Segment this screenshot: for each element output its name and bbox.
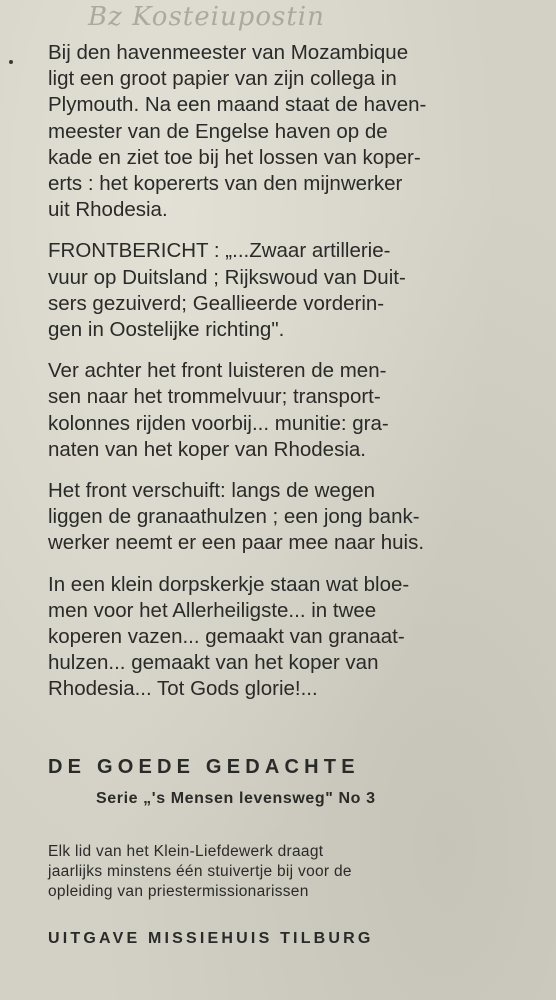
paragraph-4: Het front verschuift: langs de wegen liggen de granaathulzen ; een jong bank- werker neemt er een paar mee naar huis.	[48, 479, 425, 555]
publisher-footer: UITGAVE MISSIEHUIS TILBURG	[48, 930, 374, 947]
series-label: Serie „'s Mensen levensweg" No 3	[96, 790, 376, 807]
story-text	[48, 40, 504, 718]
card-heading: DE GOEDE GEDACHTE	[48, 756, 360, 778]
handwritten-note: Bz Kosteiupostin	[88, 2, 325, 32]
paragraph-5: In een klein dorpskerkje staan wat bloe- men voor het Allerheiligste... in twee koperen vazen... gemaakt van granaat- hulzen... gemaakt van het koper van Rhodesia... Tot Gods glorie!...	[48, 572, 410, 701]
paragraph-3: Ver achter het front luisteren de men- sen naar het trommelvuur; transport- kolonnes rijden voorbij... munitie: gra- naten van het koper van Rhodesia.	[48, 359, 389, 461]
info-text: Elk lid van het Klein-Liefdewerk draagt jaarlijks minstens één stuivertje bij voor de opleiding van priestermissionarissen	[48, 843, 352, 900]
paragraph-2: FRONTBERICHT : „...Zwaar artillerie- vuur op Duitsland ; Rijkswoud van Duit- sers gezuiverd; Geallieerde vorderin- gen in Oostelijke richting".	[48, 239, 406, 342]
ink-dot	[9, 60, 13, 64]
paragraph-1: Bij den havenmeester van Mozambique ligt een groot papier van zijn collega in Plymouth. Na een maand staat de haven- meester van de Engelse haven op de kade en ziet toe bij het lossen van koper- erts : het kopererts van den mijnwerker uit Rhodesia.	[48, 41, 427, 222]
